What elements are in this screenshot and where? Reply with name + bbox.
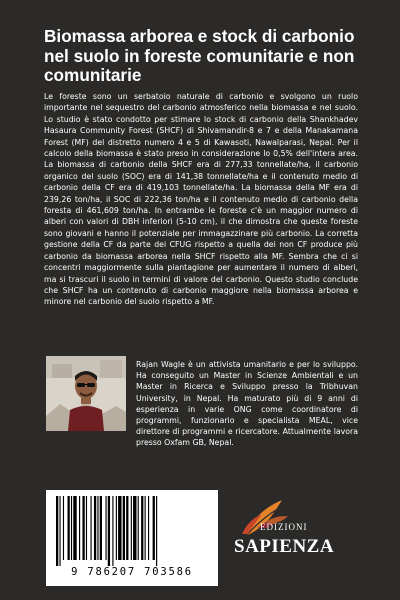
publisher-name: SAPIENZA (234, 536, 335, 557)
publisher-edizioni: EDIZIONI (260, 522, 308, 532)
book-abstract: Le foreste sono un serbatoio naturale di carbonio e svolgono un ruolo importante nel sequestro del carbonio atmosferico nella biomassa e nel suolo. Lo studio è stato condotto per stimare lo stock di carbonio della Shankhadev Hasaura Community Forest (SHCF) di Shivamandir-8 e 7 e della Manakamana Forest (MF) del distretto numero 4 e 5 di Kawasoti, Nawalparasi, Nepal. Per il calcolo della biomassa è stato preso in considerazione lo 0,5% dell'intera area. La biomassa di carbonio della SHCF era di 277,33 tonnellate/ha, il carbonio organico del suolo (SOC) era di 141,38 tonnellate/ha e il contenuto medio di carbonio della CF era di 419,103 tonnellate/ha. La biomassa della MF era di 239,26 ton/ha, il SOC di 222,36 ton/ha e il contenuto medio di carbonio della foresta di 461,609 ton/ha. In entrambe le foreste c'è un maggior numero di alberi con valori di DBH inferiori (5-10 cm), il che dimostra che queste foreste sono giovani e hanno il potenziale per immagazzinare più carbonio. La corretta gestione della CF da parte dei CFUG rispetto a quella dei non CF produce più carbonio da biomassa arborea nella SHCF rispetto alla MF. Sembra che ci si concentri maggiormente sulla piantagione per aumentare il numero di alberi, ma si trascuri il suolo in termini di valore del carbonio. Questo studio conclude che SHCF ha un contenuto di carbonio maggiore nella biomassa arborea e minore nel carbonio del suolo rispetto a MF. (44, 92, 358, 307)
author-bio: Rajan Wagle è un attivista umanitario e per lo sviluppo. Ha conseguito un Master in Scienze Ambientali e un Master in Ricerca e Sviluppo presso la Tribhuvan University, in Nepal. Ha maturato più di 9 anni di esperienza in varie ONG come coordinatore di programmi, funzionario e specialista MEAL, vice direttore di programmi e ricercatore. Attualmente lavora presso Oxfam GB, Nepal. (136, 360, 358, 448)
book-title: Biomassa arborea e stock di carbonio nel suolo in foreste comunitarie e non comunitarie (44, 26, 355, 85)
barcode-bars (54, 496, 210, 568)
isbn-barcode (46, 490, 218, 586)
publisher-logo (230, 492, 335, 568)
quill-logo-icon (236, 498, 296, 538)
isbn-number: 9 786207 703586 (71, 566, 193, 578)
author-photo (46, 356, 126, 431)
